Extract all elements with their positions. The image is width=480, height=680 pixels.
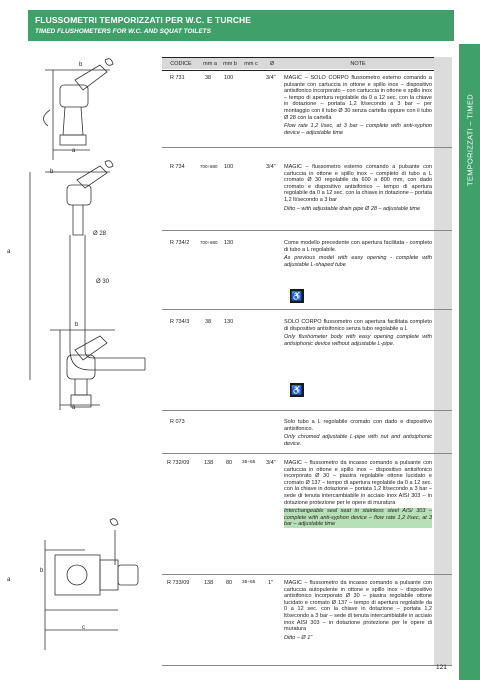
label-c-4: c — [82, 625, 85, 631]
cell-a: 700÷880 — [200, 164, 218, 169]
product-table — [162, 57, 452, 666]
drawing-r731 — [43, 59, 113, 160]
header-subtitle: TIMED FLUSHOMETERS FOR W.C. AND SQUAT TOILETS — [35, 28, 211, 35]
wheelchair-icon: ♿ — [291, 291, 303, 301]
label-a-1: a — [72, 148, 76, 154]
note-it: SOLO CORPO flussometro con apertura facilitata completo di dispositivo antisifonico senza tubo regolabile a L — [284, 319, 432, 332]
label-b-3: b — [75, 322, 79, 328]
cell-b: 100 — [224, 164, 234, 170]
row-note — [284, 460, 432, 528]
label-a-4: a — [7, 577, 11, 583]
cell-a: 38 — [205, 75, 212, 81]
col-code: CODICE — [162, 57, 200, 71]
cell-code: R 731 — [170, 75, 185, 81]
side-tab — [459, 44, 480, 680]
cell-diameter: 3/4" — [266, 164, 276, 170]
wheelchair-icon: ♿ — [291, 385, 303, 395]
note-en: Flow rate 1,2 l/sec, at 3 bar – complete with anti-syphon device – adjustable time — [284, 123, 432, 136]
label-b-4: b — [40, 568, 44, 574]
cell-b: 100 — [224, 75, 234, 81]
note-en: Ditto – with adjustable drain pipe Ø 28 – adjustable time — [284, 205, 421, 212]
cell-a: 38 — [205, 319, 212, 325]
col-a: mm a — [200, 57, 220, 71]
cell-c: 35÷65 — [242, 580, 256, 585]
row-note — [284, 240, 432, 268]
row-divider — [162, 309, 452, 310]
label-a-3: a — [72, 405, 76, 411]
row-divider — [162, 410, 452, 411]
row-note — [284, 580, 432, 641]
note-en: As previous model with easy opening - complete with adjustable L-shaped tube — [284, 255, 432, 268]
row-note — [284, 419, 432, 447]
label-d30: Ø 30 — [96, 279, 110, 285]
cell-b: 130 — [224, 240, 234, 246]
cell-c: 35÷65 — [242, 460, 256, 465]
page-number: 121 — [436, 664, 447, 671]
cell-code: R 073 — [170, 419, 185, 425]
col-b: mm b — [220, 57, 240, 71]
drawing-r734 — [30, 161, 145, 380]
header-title: FLUSSOMETRI TEMPORIZZATI PER W.C. E TURCHE — [35, 15, 252, 25]
col-note: NOTE — [282, 57, 434, 71]
note-it: MAGIC – flussometro da incasso comando a pulsante con cartuccia in ottone e spillo inox – dispositivo antisifonico incorporato Ø 30 – piastra regolabile ottone lucidato e cromato Ø 137 – tempo di apertura regolabile da 0 a 12 sec. con la chiave in dotazione – portata 1,2 lt/secondo a 3 bar – sede di tenuta intercambiabile in acciaio inox AISI 303 – in dotazione protezione per le opere di muratura — [284, 460, 432, 506]
page-header — [28, 10, 454, 41]
note-en: Only flushometer body with easy opening complete with antisiphonic device without adjustable L-pipe. — [284, 334, 432, 347]
cell-a: 700÷880 — [200, 240, 218, 245]
note-it: Come modello precedente con apertura facilitata - completo di tubo a L regolabile. — [284, 240, 432, 253]
note-it: Solo tubo a L regolabile cromato con dado e dispositivo antisifonico. — [284, 419, 432, 432]
side-tab-label: TEMPORIZZATI – TIMED — [465, 94, 474, 186]
label-d28: Ø 28 — [93, 231, 107, 237]
note-en: Interchangeable seal seat in stainless steel AISI 303 – complete with anti-syphon device – flow rate 1,2 l/sec, at 3 bar – adjustable time — [284, 508, 432, 528]
drawing-r732-09 — [45, 519, 138, 650]
row-note — [284, 164, 432, 212]
label-b-2: b — [50, 169, 54, 175]
cell-diameter: 1" — [268, 580, 274, 586]
cell-a: 138 — [204, 460, 214, 466]
note-it: MAGIC – SOLO CORPO flussometro esterno comando a pulsante con cartuccia in ottone e spillo inox – dispositivo antisifonico incorporato – con cartuccia in ottone e spillo inox – tempo di apertura regolabile da 0 a 12 sec. con la chiave in dotazione – portata 1,2 lt/secondo a 3 bar – per montaggio con il tubo Ø 30 senza cartella oppure con il tubo Ø 28 con la cartella — [284, 75, 432, 121]
row-divider — [162, 665, 452, 666]
cell-diameter: 3/4" — [266, 460, 276, 466]
col-diameter: Ø — [262, 57, 282, 71]
cell-b: 130 — [224, 319, 234, 325]
label-a-2: a — [7, 249, 11, 255]
cell-code: R 732/09 — [167, 460, 190, 466]
col-c: mm c — [240, 57, 262, 71]
cell-a: 138 — [204, 580, 214, 586]
cell-diameter: 3/4" — [266, 75, 276, 81]
cell-code: R 734/2 — [170, 240, 190, 246]
cell-code: R 734/3 — [170, 319, 190, 325]
row-divider — [162, 147, 452, 148]
note-it: MAGIC – flussometro da incasso comando a pulsante con cartuccia autopulente in ottone e spillo inox – dispositivo antisifonico incorporato Ø 30 – piastra regolabile ottone lucidato e cromato Ø 137 – tempo di apertura regolabile da 0 a 12 sec. con la chiave in dotazione – portata 1,2 lt/secondo a 3 bar – sede di tenuta intercambiabile in acciaio inox AISI 303 – in dotazione protezione per le opere di muratura — [284, 580, 432, 633]
cell-code: R 734 — [170, 164, 185, 170]
cell-b: 80 — [226, 580, 233, 586]
cell-b: 80 — [226, 460, 233, 466]
product-drawings — [5, 50, 160, 670]
row-note — [284, 319, 432, 347]
note-it: MAGIC – flussometro esterno comando a pulsante con cartuccia in ottone e spillo inox – completo di tubo a L cromato Ø 30 regolabile da 600 a 800 mm, con dado cromato e dispositivo antisifonico – tempo di apertura regolabile da 0 a 12 sec. con la chiave in dotazione – portata 1,2 lt/secondo a 3 bar — [284, 164, 432, 203]
label-b-1: b — [79, 62, 83, 68]
row-divider — [162, 230, 452, 231]
row-divider — [162, 574, 452, 575]
note-en: Ditto – Ø 1" — [284, 634, 313, 641]
cell-code: R 733/09 — [167, 580, 190, 586]
note-en: Only chromed adjustable L-pipe with nut and antisiphonic device. — [284, 434, 432, 447]
row-note — [284, 75, 432, 136]
row-divider — [162, 453, 452, 454]
